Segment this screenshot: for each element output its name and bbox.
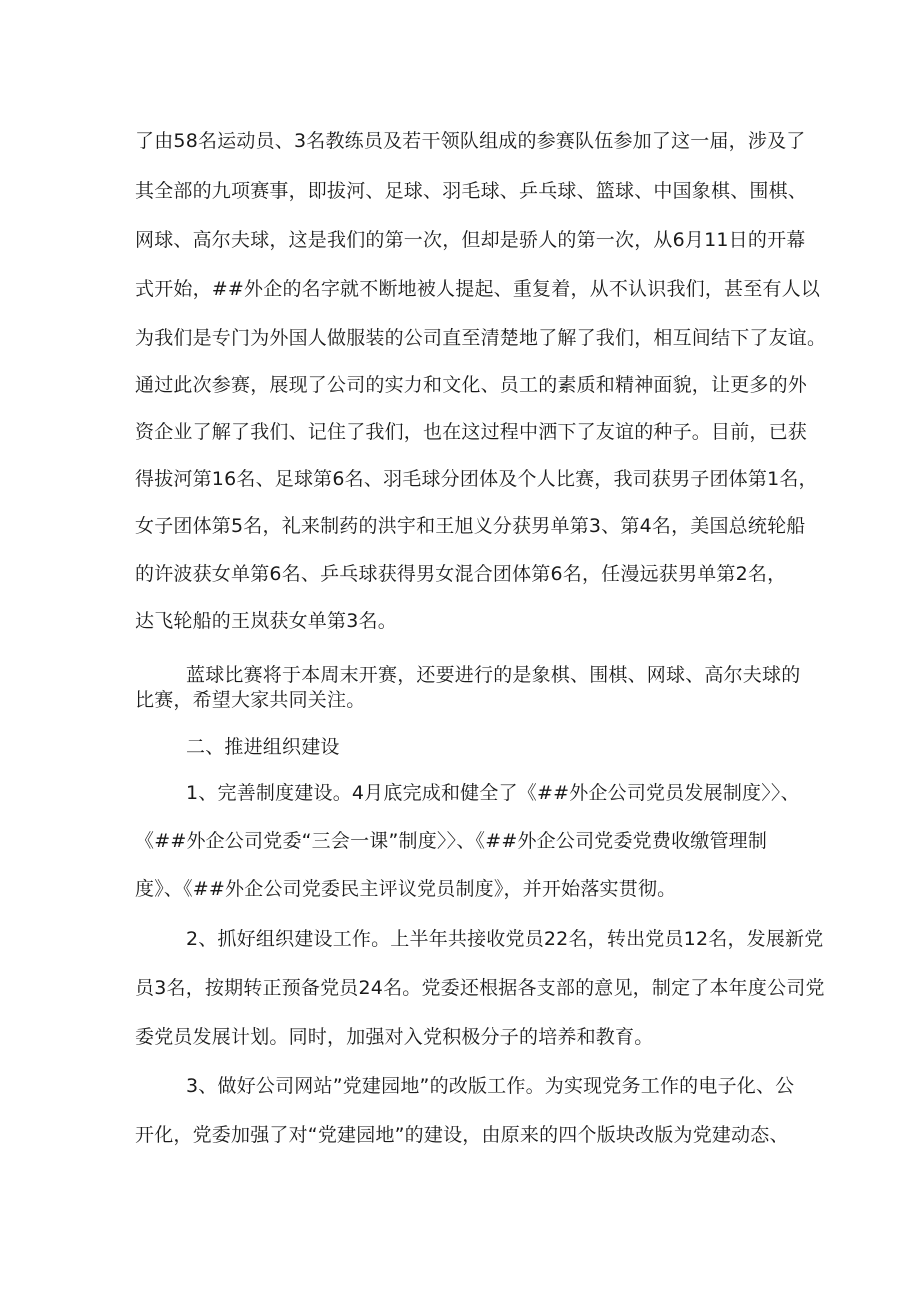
text-line: 开化，党委加强了对“党建园地”的建设，由原来的四个版块改版为党建动态、 [135, 1124, 789, 1146]
text-line: 《##外企公司党委“三会一课”制度〉〉、《##外企公司党委党费收缴管理制 [135, 830, 768, 852]
text-line: 度》、《##外企公司党委民主评议党员制度》，并开始落实贯彻。 [135, 878, 677, 900]
text-line: 蓝球比赛将于本周末开赛，还要进行的是象棋、围棋、网球、高尔夫球的 [186, 664, 801, 686]
text-line: 女子团体第5名，礼来制药的洪宇和王旭义分获男单第3、第4名，美国总统轮船 [135, 515, 806, 537]
text-line: 3、做好公司网站”党建园地”的改版工作。为实现党务工作的电子化、公 [186, 1075, 795, 1097]
section-heading: 二、推进组织建设 [186, 736, 340, 758]
text-line: 1、完善制度建设。4月底完成和健全了《##外企公司党员发展制度〉〉、 [186, 782, 800, 804]
text-line: 资企业了解了我们、记住了我们，也在这过程中洒下了友谊的种子。目前，已获 [135, 421, 808, 443]
text-line: 2、抓好组织建设工作。上半年共接收党员22名，转出党员12名，发展新党 [186, 928, 824, 950]
text-line: 了由58名运动员、3名教练员及若干领队组成的参赛队伍参加了这一届，涉及了 [135, 130, 806, 152]
text-line: 达飞轮船的王岚获女单第3名。 [135, 610, 397, 632]
text-line: 式开始，##外企的名字就不断地被人提起、重复着，从不认识我们，甚至有人以 [135, 278, 821, 300]
text-line: 委党员发展计划。同时，加强对入党积极分子的培养和教育。 [135, 1026, 654, 1048]
text-line: 的许波获女单第6名、乒乓球获得男女混合团体第6名，任漫远获男单第2名， [135, 563, 787, 585]
text-line: 通过此次参赛，展现了公司的实力和文化、员工的素质和精神面貌，让更多的外 [135, 374, 808, 396]
text-line: 员3名，按期转正预备党员24名。党委还根据各支部的意见，制定了本年度公司党 [135, 977, 825, 999]
text-line: 其全部的九项赛事，即拔河、足球、羽毛球、乒乓球、篮球、中国象棋、围棋、 [135, 180, 808, 202]
text-line: 网球、高尔夫球，这是我们的第一次，但却是骄人的第一次，从6月11日的开幕 [135, 229, 806, 251]
text-line: 比赛，希望大家共同关注。 [135, 689, 366, 711]
text-line: 得拔河第16名、足球第6名、羽毛球分团体及个人比赛，我司获男子团体第1名， [135, 468, 818, 490]
text-line: 为我们是专门为外国人做服装的公司直至清楚地了解了我们，相互间结下了友谊。 [135, 327, 827, 349]
